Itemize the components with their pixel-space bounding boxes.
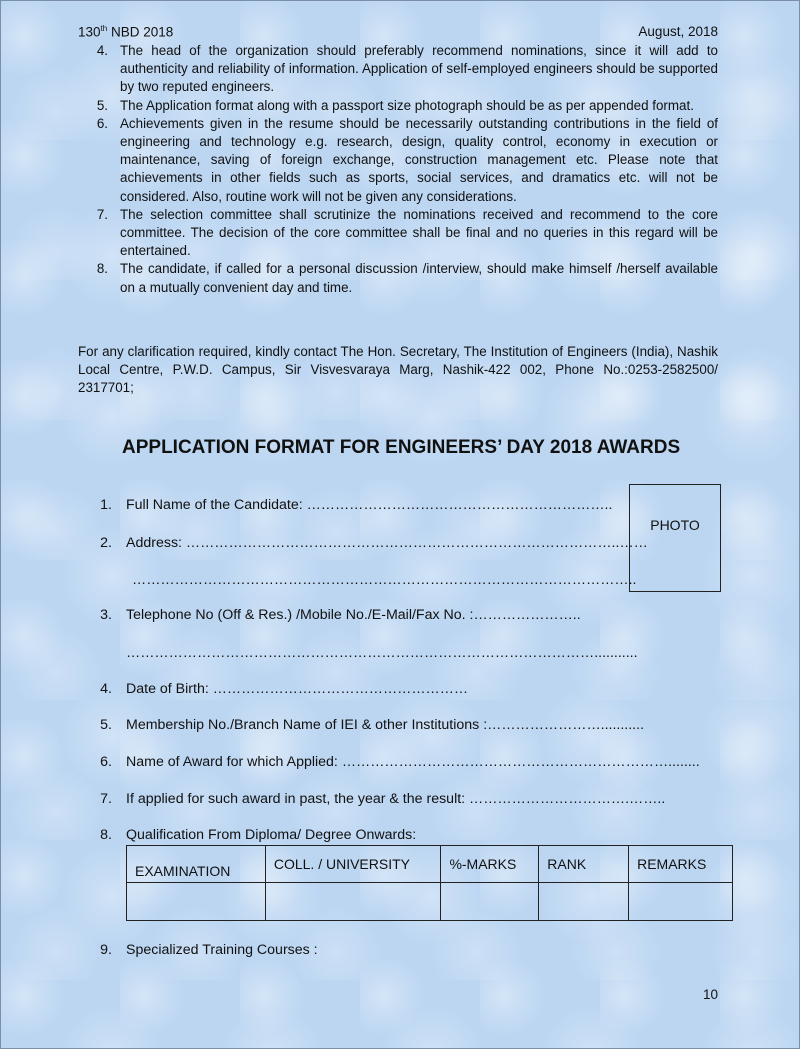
- field-past-award: If applied for such award in past, the year & the result: …………………………….……..: [126, 791, 666, 807]
- column-header-university: COLL. / UNIVERSITY: [265, 846, 441, 883]
- field-full-name: Full Name of the Candidate: ………………………………………………………..: [126, 497, 613, 513]
- list-item: 8. The candidate, if called for a personal discussion /interview, should make himself /herself available on a mutually convenient day and time.: [96, 261, 718, 295]
- field-number: 6.: [100, 754, 112, 770]
- field-qualification: Qualification From Diploma/ Degree Onwards:: [126, 827, 417, 843]
- field-training-courses: Specialized Training Courses :: [126, 942, 318, 958]
- table-cell[interactable]: [441, 883, 539, 921]
- table-cell[interactable]: [127, 883, 266, 921]
- page-header: [78, 24, 718, 40]
- field-telephone-line2: ………………………………………………………………………………………...........: [126, 645, 638, 661]
- field-number: 8.: [100, 827, 112, 843]
- field-number: 2.: [100, 535, 112, 551]
- field-date-of-birth: Date of Birth: ………………………………………………: [126, 681, 469, 697]
- header-date: August, 2018: [638, 24, 718, 39]
- contact-paragraph: For any clarification required, kindly contact The Hon. Secretary, The Institution of Engineers (India), Nashik Local Centre, P.W.D. Campus, Sir Visvesvaraya Marg, Nashik-422 002, Phone No.:0253-2582500/ 2317701;: [78, 344, 718, 396]
- table-row: [127, 883, 733, 921]
- list-item: 5. The Application format along with a passport size photograph should be as per appended format.: [96, 97, 694, 113]
- column-header-marks: %-MARKS: [441, 846, 539, 883]
- field-number: 7.: [100, 791, 112, 807]
- qualification-table: [126, 845, 733, 921]
- list-item: 7. The selection committee shall scrutinize the nominations received and recommend to the core committee. The decision of the core committee shall be final and no queries in this regard will be entertained.: [96, 206, 718, 259]
- table-header-row: [127, 846, 733, 883]
- photo-label: PHOTO: [650, 517, 700, 533]
- table-cell[interactable]: [629, 883, 733, 921]
- table-cell[interactable]: [265, 883, 441, 921]
- field-membership: Membership No./Branch Name of IEI & other Institutions :……………………...........: [126, 717, 645, 733]
- table-cell[interactable]: [539, 883, 629, 921]
- list-item: 4. The head of the organization should preferably recommend nominations, since it will add to authenticity and reliability of information. Application of self-employed engineers should be supported by two reputed engineers.: [96, 43, 718, 95]
- column-header-remarks: REMARKS: [629, 846, 733, 883]
- field-award-name: Name of Award for which Applied: ……………………………………………………………........: [126, 754, 700, 770]
- field-telephone: Telephone No (Off & Res.) /Mobile No./E-Mail/Fax No. :…………………..: [126, 607, 581, 623]
- field-number: 5.: [100, 717, 112, 733]
- column-header-rank: RANK: [539, 846, 629, 883]
- page-number: 10: [703, 987, 719, 1002]
- list-item: 6. Achievements given in the resume should be necessarily outstanding contributions in the field of engineering and technology e.g. research, design, quality control, economy in execution or maintenance, saving of foreign exchange, construction management etc. Please note that achievements in other fields such as sports, social services, and dramatics etc. will not be considered. Also, routine work will not be given any considerations.: [96, 115, 718, 204]
- rules-list: [78, 42, 718, 297]
- form-title: APPLICATION FORMAT FOR ENGINEERS’ DAY 2018 AWARDS: [122, 437, 681, 458]
- header-left: 130th NBD 2018: [78, 24, 174, 40]
- field-address-line2: ……………………………………………………………………………………………..: [132, 572, 637, 588]
- field-number: 1.: [100, 497, 112, 513]
- field-number: 9.: [100, 942, 112, 958]
- field-number: 4.: [100, 681, 112, 697]
- field-number: 3.: [100, 607, 112, 623]
- field-address: Address: ………………………………………………………………………………..……: [126, 535, 648, 551]
- column-header-examination: EXAMINATION: [127, 846, 266, 883]
